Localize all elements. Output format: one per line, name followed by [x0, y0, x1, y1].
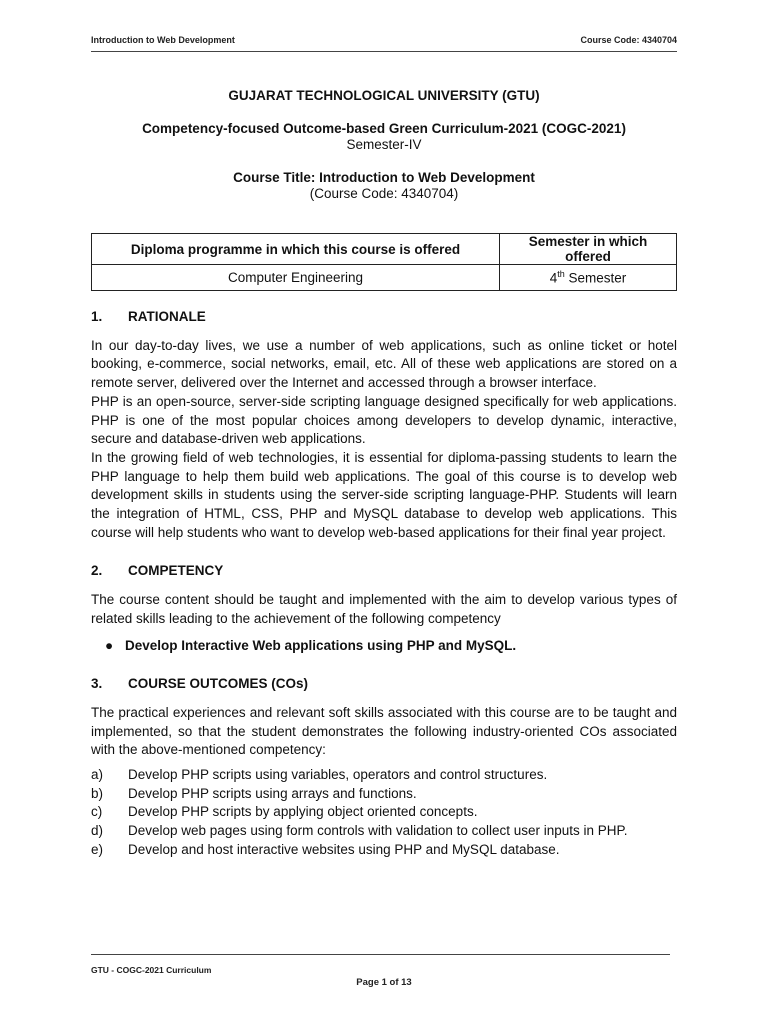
table-cell-semester: [500, 265, 677, 291]
footer-curriculum: GTU - COGC-2021 Curriculum: [91, 965, 212, 975]
list-marker: e): [91, 841, 104, 857]
rationale-paragraph-1: In our day-to-day lives, we use a number of web applications, such as online ticket or hotel booking, e-commerce, social networks, email, etc. All of these web applications are stored on a remote server, delivered over the Internet and accessed through a browser interface.: [91, 337, 677, 391]
university-name: GUJARAT TECHNOLOGICAL UNIVERSITY (GTU): [228, 88, 540, 103]
offer-table: [91, 233, 677, 291]
outcomes-list: [91, 766, 677, 860]
list-text: Develop PHP scripts using arrays and functions.: [128, 785, 417, 801]
section-heading-rationale: [91, 308, 677, 327]
semester-number: 4: [549, 270, 558, 286]
competency-text: Develop Interactive Web applications using PHP and MySQL.: [125, 637, 517, 653]
title-block: [91, 88, 677, 201]
section-number: 1.: [91, 309, 103, 324]
list-text: Develop PHP scripts by applying object oriented concepts.: [128, 804, 478, 820]
competency-bullet: [91, 637, 677, 656]
bullet-dot-icon: ●: [105, 637, 114, 653]
table-cell-programme: Computer Engineering: [92, 265, 500, 291]
section-title: RATIONALE: [128, 309, 206, 324]
list-item: [91, 841, 677, 860]
table-header-row: [92, 234, 677, 265]
rationale-paragraph-3: In the growing field of web technologies, it is essential for diploma-passing students to learn the PHP language to help them build web applications. The goal of this course is to develop web development skills in students using the server-side scripting language-PHP. Students will learn the integration of HTML, CSS, PHP and MySQL database to develop web applications. This course will help students who want to develop web-based applications for their final year project.: [91, 449, 677, 540]
list-marker: d): [91, 823, 104, 839]
competency-intro: The course content should be taught and implemented with the aim to develop various types of related skills leading to the achievement of the following competency: [91, 592, 677, 626]
table-header-programme: Diploma programme in which this course is offered: [92, 234, 500, 265]
semester-label: Semester-IV: [346, 137, 422, 152]
table-header-semester: Semester in which offered: [500, 234, 677, 265]
list-marker: b): [91, 785, 104, 801]
rationale-paragraph-2: PHP is an open-source, server-side scripting language designed specifically for web applications. PHP is one of the most popular choices among developers to develop dynamic, interactive, secure and database-driven web applications.: [91, 393, 677, 447]
outcomes-intro: The practical experiences and relevant soft skills associated with this course are to be taught and implemented, so that the student demonstrates the following industry-oriented COs associated with the above-mentioned competency:: [91, 704, 677, 758]
list-marker: c): [91, 804, 103, 820]
section-title: COURSE OUTCOMES (COs): [128, 676, 309, 692]
section-heading-outcomes: [91, 675, 677, 694]
section-title: COMPETENCY: [128, 563, 224, 579]
list-marker: a): [91, 767, 104, 783]
table-row: [92, 265, 677, 291]
course-code: (Course Code: 4340704): [309, 186, 459, 201]
running-header-course-code: Course Code: 4340704: [580, 35, 677, 45]
list-text: Develop and host interactive websites using PHP and MySQL database.: [128, 841, 560, 857]
list-text: Develop web pages using form controls with validation to collect user inputs in PHP.: [128, 823, 628, 839]
list-item: [91, 803, 677, 822]
semester-word: Semester: [564, 270, 627, 286]
curriculum-name: Competency-focused Outcome-based Green Curriculum-2021 (COGC-2021): [142, 121, 626, 136]
course-title: Course Title: Introduction to Web Development: [233, 170, 535, 185]
page-number: Page 1 of 13: [356, 977, 412, 988]
section-heading-competency: [91, 562, 677, 581]
section-number: 2.: [91, 563, 103, 579]
list-item: [91, 766, 677, 785]
header-divider: [91, 51, 677, 52]
semester-suffix: th: [557, 269, 565, 280]
document-body: [91, 308, 677, 860]
footer-divider: [91, 954, 670, 955]
section-number: 3.: [91, 676, 103, 692]
list-text: Develop PHP scripts using variables, operators and control structures.: [128, 767, 548, 783]
running-header-title: Introduction to Web Development: [91, 35, 235, 45]
list-item: [91, 822, 677, 841]
list-item: [91, 785, 677, 804]
